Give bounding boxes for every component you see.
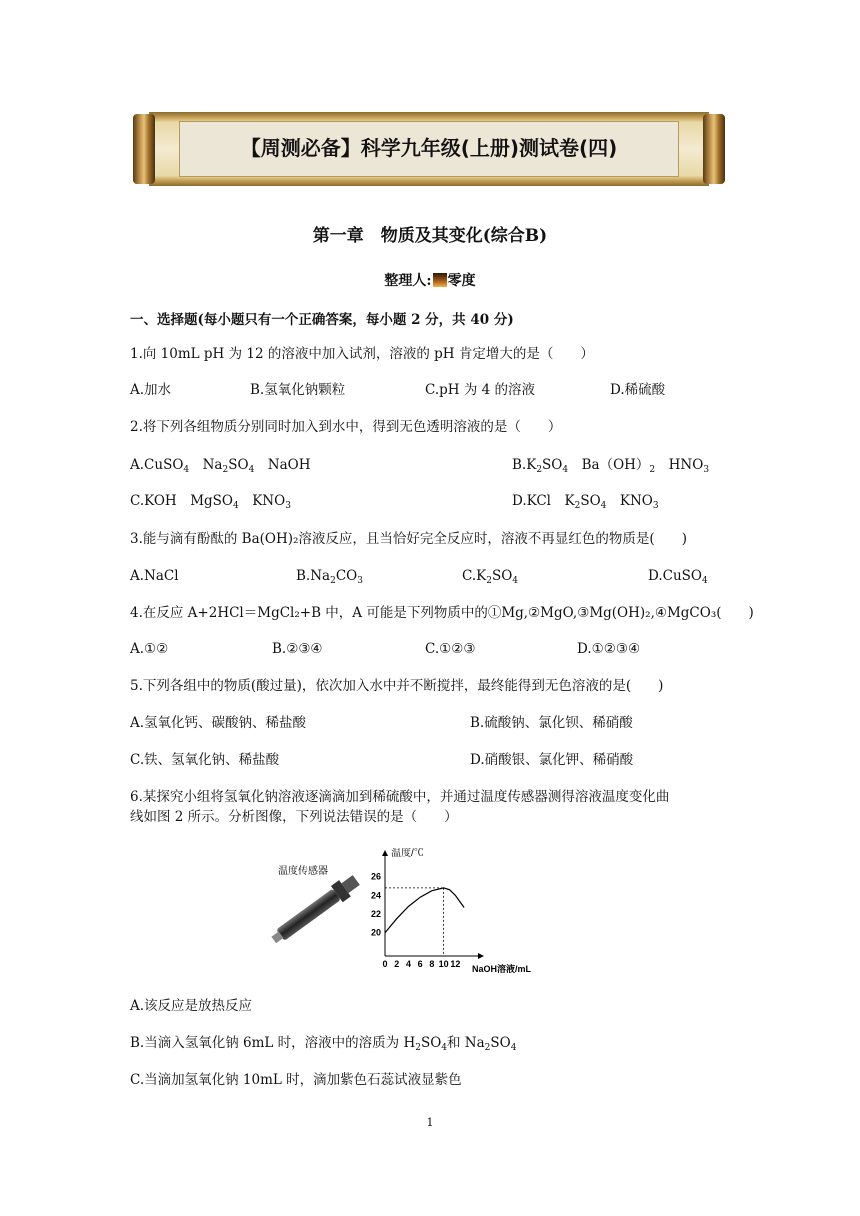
- y-tick-labels: [371, 872, 381, 938]
- q3-option-b: $B.Na_2CO_3$: [296, 568, 363, 586]
- q1-option-d: D.稀硫酸: [610, 382, 666, 398]
- scroll-paper: [149, 112, 709, 186]
- x-tick-label: 12: [450, 959, 461, 969]
- question-1-stem: 1.向 10mL pH 为 12 的溶液中加入试剂，溶液的 pH 肯定增大的是（ ）: [130, 346, 594, 362]
- x-axis-label: NaOH溶液/mL: [472, 964, 532, 974]
- temperature-curve: [385, 888, 464, 933]
- q4-option-b: B.②③④: [272, 641, 323, 657]
- question-4-stem: 4.在反应 A+2HCl＝MgCl₂+B 中，A 可能是下列物质中的①Mg,②MgO,③Mg(OH)₂,④MgCO₃( ): [130, 605, 754, 621]
- q5-option-c: C.铁、氢氧化钠、稀盐酸: [130, 752, 280, 768]
- figure-2: [260, 848, 560, 978]
- x-tick-label: 0: [382, 959, 388, 969]
- question-5-stem: 5.下列各组中的物质(酸过量)，依次加入水中并不断搅拌，最终能得到无色溶液的是( ): [130, 678, 664, 694]
- organizer-avatar-icon: [433, 273, 447, 287]
- q2-option-d: D.KCl $K_2SO_4$ $KNO_3$: [512, 493, 659, 511]
- q4-option-a: A.①②: [130, 641, 169, 657]
- y-tick-label: 22: [370, 909, 381, 919]
- q2-option-a: A.CuSO$_4$ $Na_2SO_4$ NaOH: [130, 457, 311, 475]
- y-tick-label: 20: [370, 927, 381, 938]
- q5-option-a: A.氢氧化钙、碳酸钠、稀盐酸: [130, 715, 307, 731]
- x-tick-label: 8: [429, 959, 435, 969]
- q4-option-d: D.①②③④: [577, 641, 641, 657]
- x-tick-label: 6: [417, 959, 423, 969]
- y-axis-label: 温度/℃: [391, 848, 424, 859]
- q2-option-b: $B.K_2SO_4$ $Ba(OH)_2$ $HNO_3$: [512, 457, 710, 475]
- chapter-title: 第一章 物质及其变化(综合B): [312, 226, 548, 246]
- q6-option-c: C.当滴加氢氧化钠 10mL 时，滴加紫色石蕊试液显紫色: [130, 1072, 462, 1088]
- scroll-rod-left: [133, 114, 155, 184]
- question-3-stem: 3.能与滴有酚酞的 Ba(OH)₂溶液反应，且当恰好完全反应时，溶液不再显红色的物质是( ): [130, 531, 687, 547]
- question-6-stem-line1: 6.某探究小组将氢氧化钠溶液逐滴滴加到稀硫酸中，并通过温度传感器测得溶液温度变化曲: [130, 789, 670, 805]
- q3-option-c: $C.K_2SO_4$: [462, 568, 519, 586]
- q1-option-b: B.氢氧化钠颗粒: [250, 382, 346, 398]
- q3-option-a: A.NaCl: [130, 568, 179, 584]
- figure-svg: [260, 848, 560, 978]
- temperature-chart: [371, 848, 532, 974]
- temperature-sensor-icon: [268, 872, 362, 948]
- x-tick-label: 10: [438, 959, 449, 969]
- question-2-stem: 2.将下列各组物质分别同时加入到水中，得到无色透明溶液的是（ ）: [130, 419, 562, 435]
- q1-option-c: C.pH 为 4 的溶液: [425, 382, 536, 398]
- section-heading: 一、选择题(每小题只有一个正确答案，每小题 2 分，共 40 分): [130, 312, 514, 328]
- page-title: 【周测必备】科学九年级(上册)测试卷(四): [240, 136, 618, 160]
- q6-option-b: B.当滴入氢氧化钠 6mL 时，溶液中的溶质为 $H_2SO_4$和 $Na_2SO_4$: [130, 1035, 517, 1053]
- organizer-name: 零度: [447, 273, 476, 289]
- x-tick-labels: [382, 959, 460, 969]
- y-tick-label: 24: [370, 890, 381, 901]
- q1-option-a: A.加水: [130, 382, 172, 398]
- x-tick-label: 4: [405, 959, 411, 969]
- organizer-label: 整理人:: [384, 273, 432, 289]
- title-banner: [133, 112, 725, 186]
- page-number: 1: [426, 1116, 434, 1129]
- organizer-line: [0, 270, 860, 290]
- y-tick-label: 26: [370, 871, 381, 882]
- y-axis-arrow: [382, 850, 388, 856]
- x-axis-arrow: [478, 953, 484, 959]
- q3-option-d: D.CuSO$_4$: [648, 568, 708, 586]
- sensor-label: 温度传感器: [278, 866, 328, 877]
- scroll-rod-right: [703, 114, 725, 184]
- q5-option-d: D.硝酸银、氯化钾、稀硝酸: [470, 752, 634, 768]
- q5-option-b: B.硫酸钠、氯化钡、稀硝酸: [470, 715, 633, 731]
- question-6-stem-line2: 线如图 2 所示。分析图像，下列说法错误的是（ ）: [130, 809, 458, 825]
- q2-option-c: C.KOH MgSO$_4$ $KNO_3$: [130, 493, 291, 511]
- q6-option-a: A.该反应是放热反应: [130, 998, 253, 1014]
- q4-option-c: C.①②③: [425, 641, 476, 657]
- x-tick-label: 2: [394, 959, 400, 969]
